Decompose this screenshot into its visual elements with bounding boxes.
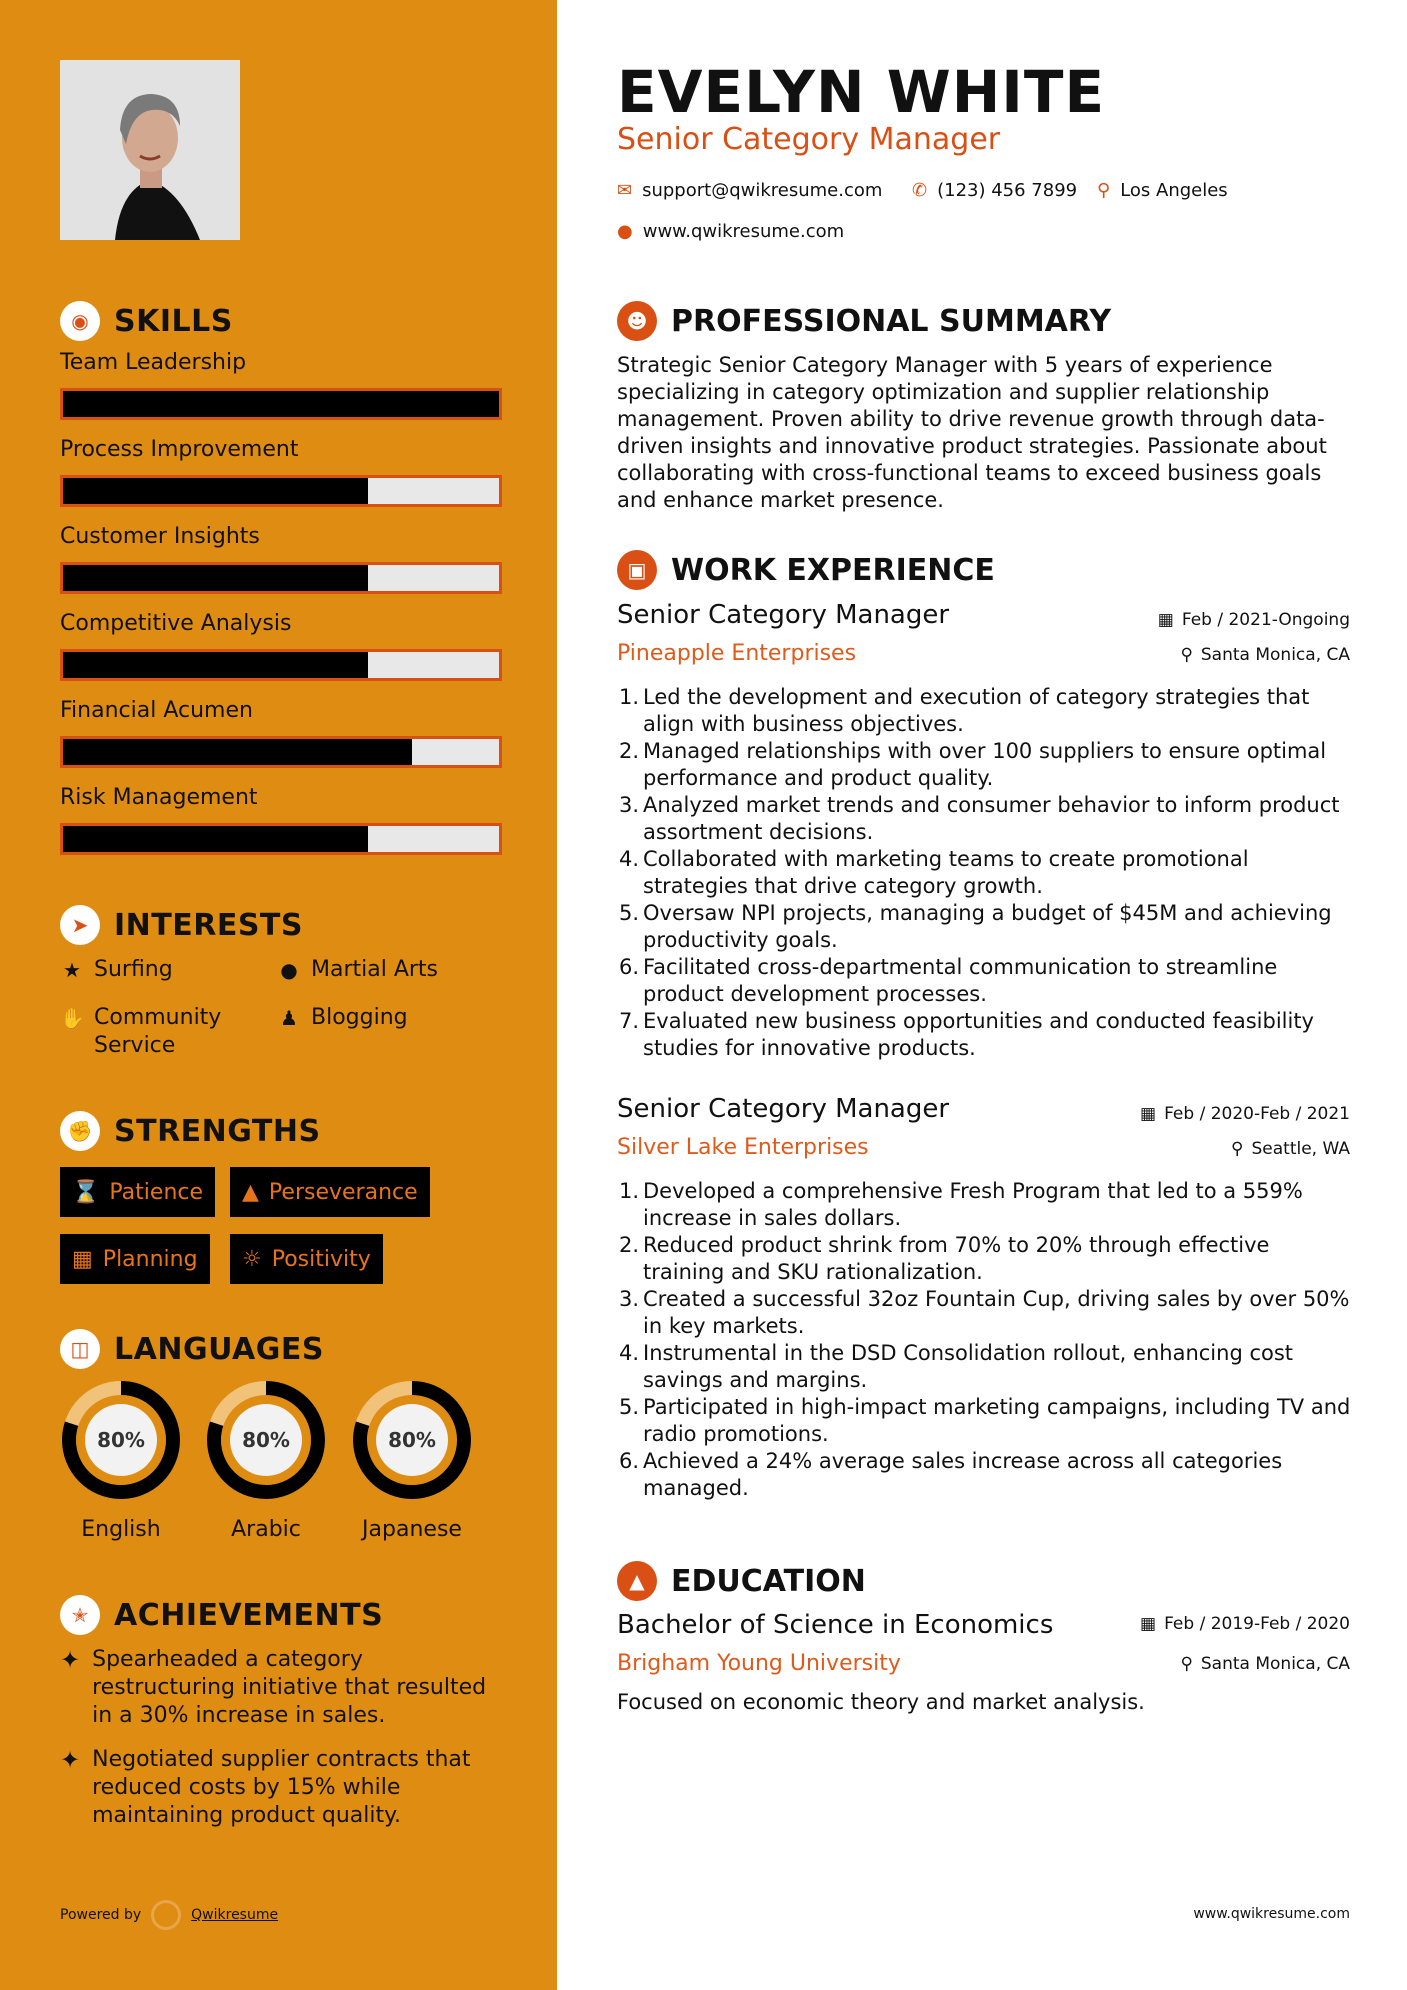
list-text: Developed a comprehensive Fresh Program that led to a 559% increase in sales dollars.	[643, 1179, 1303, 1230]
list-item	[617, 1008, 1357, 1062]
achievement-text: Spearheaded a category restructuring initiative that resulted in a 30% increase in sales.	[92, 1647, 487, 1728]
list-number: 5.	[618, 1395, 639, 1419]
list-text: Participated in high-impact marketing campaigns, including TV and radio promotions.	[643, 1395, 1351, 1446]
calendar-icon: ▦	[72, 1246, 93, 1272]
job-responsibilities	[617, 1178, 1357, 1502]
list-text: Achieved a 24% average sales increase across all categories managed.	[643, 1449, 1283, 1500]
job-dates-text: Feb / 2021-Ongoing	[1181, 610, 1350, 630]
skill-bar-fill	[63, 739, 412, 765]
list-item	[617, 1394, 1357, 1448]
calendar-icon: ▦	[1157, 610, 1174, 630]
list-number: 3.	[618, 1287, 639, 1311]
skill-bar-fill	[63, 826, 368, 852]
sun-icon: ☼	[242, 1246, 262, 1272]
pin-icon: ⚲	[1180, 645, 1193, 665]
interest-label: Martial Arts	[311, 957, 439, 982]
email-text: support@qwikresume.com	[642, 180, 883, 201]
list-number: 4.	[618, 847, 639, 871]
education-dates	[1140, 1614, 1350, 1634]
location-text: Los Angeles	[1120, 180, 1228, 201]
skills-title: SKILLS	[114, 303, 233, 339]
language-ring	[60, 1379, 182, 1501]
job-location	[1180, 645, 1350, 665]
skill-label: Team Leadership	[60, 350, 247, 375]
strength-badge	[60, 1167, 215, 1217]
hourglass-icon: ⌛	[72, 1179, 100, 1205]
map-pin-icon: ⚲	[1097, 180, 1111, 201]
calendar-icon: ▦	[1140, 1104, 1157, 1124]
job-dates	[1158, 610, 1350, 630]
powered-by-label: Powered by	[60, 1907, 142, 1923]
achievements-title: ACHIEVEMENTS	[114, 1597, 384, 1633]
skill-bar	[60, 649, 502, 681]
skill-item	[60, 350, 502, 420]
language-icon: ◫	[60, 1329, 100, 1369]
language-item	[351, 1379, 473, 1542]
star-icon: ★	[63, 958, 81, 982]
road-icon: ▲	[242, 1179, 259, 1205]
skill-label: Customer Insights	[60, 524, 260, 549]
list-item	[617, 1286, 1357, 1340]
list-item	[617, 900, 1357, 954]
skill-bar	[60, 388, 502, 420]
skill-label: Financial Acumen	[60, 698, 253, 723]
language-label: Arabic	[231, 1517, 301, 1542]
skill-item	[60, 611, 502, 681]
strength-label: Perseverance	[268, 1179, 418, 1205]
education-header	[617, 1561, 866, 1601]
skill-bar	[60, 736, 502, 768]
list-number: 6.	[618, 955, 639, 979]
qwikresume-logo-icon	[151, 1900, 181, 1930]
list-text: Evaluated new business opportunities and conducted feasibility studies for innovative products.	[643, 1009, 1314, 1060]
globe-icon: ●	[617, 221, 633, 242]
list-text: Reduced product shrink from 70% to 20% through effective training and SKU rationalization.	[643, 1233, 1270, 1284]
graduation-cap-icon: ▲	[617, 1561, 657, 1601]
interest-item	[277, 956, 438, 984]
skill-bar-fill	[63, 652, 368, 678]
skills-header	[60, 301, 233, 341]
job-location-text: Santa Monica, CA	[1200, 645, 1350, 665]
education-location-text: Santa Monica, CA	[1200, 1654, 1350, 1674]
language-ring	[205, 1379, 327, 1501]
star-icon: ✦	[60, 1746, 81, 1774]
job-responsibilities	[617, 684, 1357, 1062]
list-item	[617, 846, 1357, 900]
language-label: Japanese	[362, 1517, 462, 1542]
skill-label: Process Improvement	[60, 437, 299, 462]
sidebar	[0, 0, 557, 1990]
interest-label: Surfing	[94, 957, 173, 982]
list-item	[617, 1178, 1357, 1232]
strengths-title: STRENGTHS	[114, 1113, 321, 1149]
strength-badge	[230, 1234, 383, 1284]
language-percent: 80%	[242, 1428, 290, 1452]
star-icon: ✦	[60, 1646, 81, 1674]
profile-photo	[60, 60, 240, 240]
languages-title: LANGUAGES	[114, 1331, 324, 1367]
list-item	[617, 792, 1357, 846]
list-text: Collaborated with marketing teams to create promotional strategies that drive category growth.	[643, 847, 1249, 898]
footer-website[interactable]: www.qwikresume.com	[1193, 1906, 1350, 1922]
user-icon: ☻	[617, 301, 657, 341]
education-title: EDUCATION	[671, 1563, 866, 1599]
interest-item	[277, 1004, 408, 1032]
skill-item	[60, 698, 502, 768]
languages-header	[60, 1329, 324, 1369]
job-title: Senior Category Manager	[617, 600, 950, 630]
contact-email[interactable]	[617, 180, 882, 201]
interest-label: Blogging	[311, 1005, 408, 1030]
powered-by	[60, 1900, 278, 1930]
degree-title: Bachelor of Science in Economics	[617, 1610, 1054, 1640]
interest-item	[60, 956, 173, 984]
users-icon: ♟	[280, 1006, 298, 1030]
skill-bar	[60, 562, 502, 594]
skill-bar-fill	[63, 478, 368, 504]
list-number: 7.	[618, 1009, 639, 1033]
skill-item	[60, 524, 502, 594]
summary-text: Strategic Senior Category Manager with 5 years of experience specializing in category optimization and supplier relationship management. Proven ability to drive revenue growth through data-driven insights and innovative product strategies. Passionate about collaborating with cross-functional teams to exceed business goals and enhance market presence.	[617, 353, 1327, 512]
list-item	[617, 738, 1357, 792]
education-location	[1180, 1654, 1350, 1674]
list-item	[617, 684, 1357, 738]
strengths-header	[60, 1111, 321, 1151]
job-dates-text: Feb / 2020-Feb / 2021	[1164, 1104, 1350, 1124]
list-text: Led the development and execution of category strategies that align with business objectives.	[643, 685, 1310, 736]
list-number: 4.	[618, 1341, 639, 1365]
skill-item	[60, 785, 502, 855]
briefcase-icon: ▣	[617, 550, 657, 590]
language-item	[60, 1379, 182, 1542]
envelope-icon: ✉	[617, 180, 633, 201]
job-company: Pineapple Enterprises	[617, 641, 857, 666]
skill-bar-fill	[63, 391, 499, 417]
list-item	[617, 1232, 1357, 1286]
summary-header	[617, 301, 1111, 341]
job-dates	[1140, 1104, 1350, 1124]
list-text: Managed relationships with over 100 suppliers to ensure optimal performance and product quality.	[643, 739, 1327, 790]
experience-header	[617, 550, 995, 590]
candidate-role: Senior Category Manager	[617, 122, 1001, 157]
job-title: Senior Category Manager	[617, 1094, 950, 1124]
job-location-text: Seattle, WA	[1251, 1139, 1350, 1159]
list-number: 1.	[618, 1179, 639, 1203]
website-text: www.qwikresume.com	[642, 221, 845, 242]
language-item	[205, 1379, 327, 1542]
achievement-item	[60, 1646, 500, 1730]
strength-label: Positivity	[271, 1246, 371, 1272]
summary-title: PROFESSIONAL SUMMARY	[671, 303, 1112, 339]
contact-phone	[912, 180, 1077, 201]
language-label: English	[81, 1517, 161, 1542]
achievements-header	[60, 1595, 383, 1635]
job-location	[1231, 1139, 1350, 1159]
education-description: Focused on economic theory and market analysis.	[617, 1690, 1145, 1714]
list-number: 1.	[618, 685, 639, 709]
job-company: Silver Lake Enterprises	[617, 1135, 869, 1160]
candidate-name: EVELYN WHITE	[617, 58, 1106, 126]
interests-header	[60, 905, 303, 945]
globe-icon: ●	[280, 958, 298, 982]
main-content	[557, 0, 1407, 1990]
skill-item	[60, 437, 502, 507]
list-text: Oversaw NPI projects, managing a budget of $45M and achieving productivity goals.	[643, 901, 1332, 952]
strength-label: Planning	[102, 1246, 198, 1272]
strength-badge	[60, 1234, 210, 1284]
education-dates-text: Feb / 2019-Feb / 2020	[1164, 1614, 1350, 1634]
phone-text: (123) 456 7899	[937, 180, 1078, 201]
strength-label: Patience	[109, 1179, 204, 1205]
paper-plane-icon: ➤	[60, 905, 100, 945]
list-text: Facilitated cross-departmental communication to streamline product development processes.	[643, 955, 1278, 1006]
interests-title: INTERESTS	[114, 907, 303, 943]
strength-badge	[230, 1167, 430, 1217]
language-percent: 80%	[97, 1428, 145, 1452]
calendar-icon: ▦	[1140, 1614, 1157, 1634]
list-number: 2.	[618, 739, 639, 763]
list-item	[617, 1448, 1357, 1502]
hand-icon: ✋	[60, 1006, 85, 1030]
list-number: 5.	[618, 901, 639, 925]
pin-icon: ⚲	[1231, 1139, 1244, 1159]
list-text: Instrumental in the DSD Consolidation rollout, enhancing cost savings and margins.	[643, 1341, 1294, 1392]
skill-bar-fill	[63, 565, 368, 591]
qwikresume-link[interactable]: Qwikresume	[191, 1907, 279, 1923]
interest-item	[60, 1004, 250, 1060]
contact-location	[1097, 180, 1228, 201]
achievement-text: Negotiated supplier contracts that reduced costs by 15% while maintaining product quality.	[92, 1747, 471, 1828]
pin-icon: ⚲	[1180, 1654, 1193, 1674]
fist-icon: ✊	[60, 1111, 100, 1151]
experience-title: WORK EXPERIENCE	[671, 552, 995, 588]
language-ring	[351, 1379, 473, 1501]
school-name: Brigham Young University	[617, 1651, 901, 1676]
skill-bar	[60, 475, 502, 507]
lightbulb-icon: ◉	[60, 301, 100, 341]
skill-label: Risk Management	[60, 785, 258, 810]
achievement-item	[60, 1746, 500, 1830]
skill-label: Competitive Analysis	[60, 611, 292, 636]
interest-label: Community Service	[94, 1005, 222, 1058]
language-percent: 80%	[388, 1428, 436, 1452]
list-text: Created a successful 32oz Fountain Cup, driving sales by over 50% in key markets.	[643, 1287, 1350, 1338]
list-text: Analyzed market trends and consumer behavior to inform product assortment decisions.	[643, 793, 1340, 844]
phone-icon: ✆	[912, 180, 928, 201]
star-badge-icon: ✭	[60, 1595, 100, 1635]
list-item	[617, 954, 1357, 1008]
list-number: 2.	[618, 1233, 639, 1257]
list-number: 6.	[618, 1449, 639, 1473]
contact-website[interactable]	[617, 221, 844, 242]
list-item	[617, 1340, 1357, 1394]
skill-bar	[60, 823, 502, 855]
list-number: 3.	[618, 793, 639, 817]
